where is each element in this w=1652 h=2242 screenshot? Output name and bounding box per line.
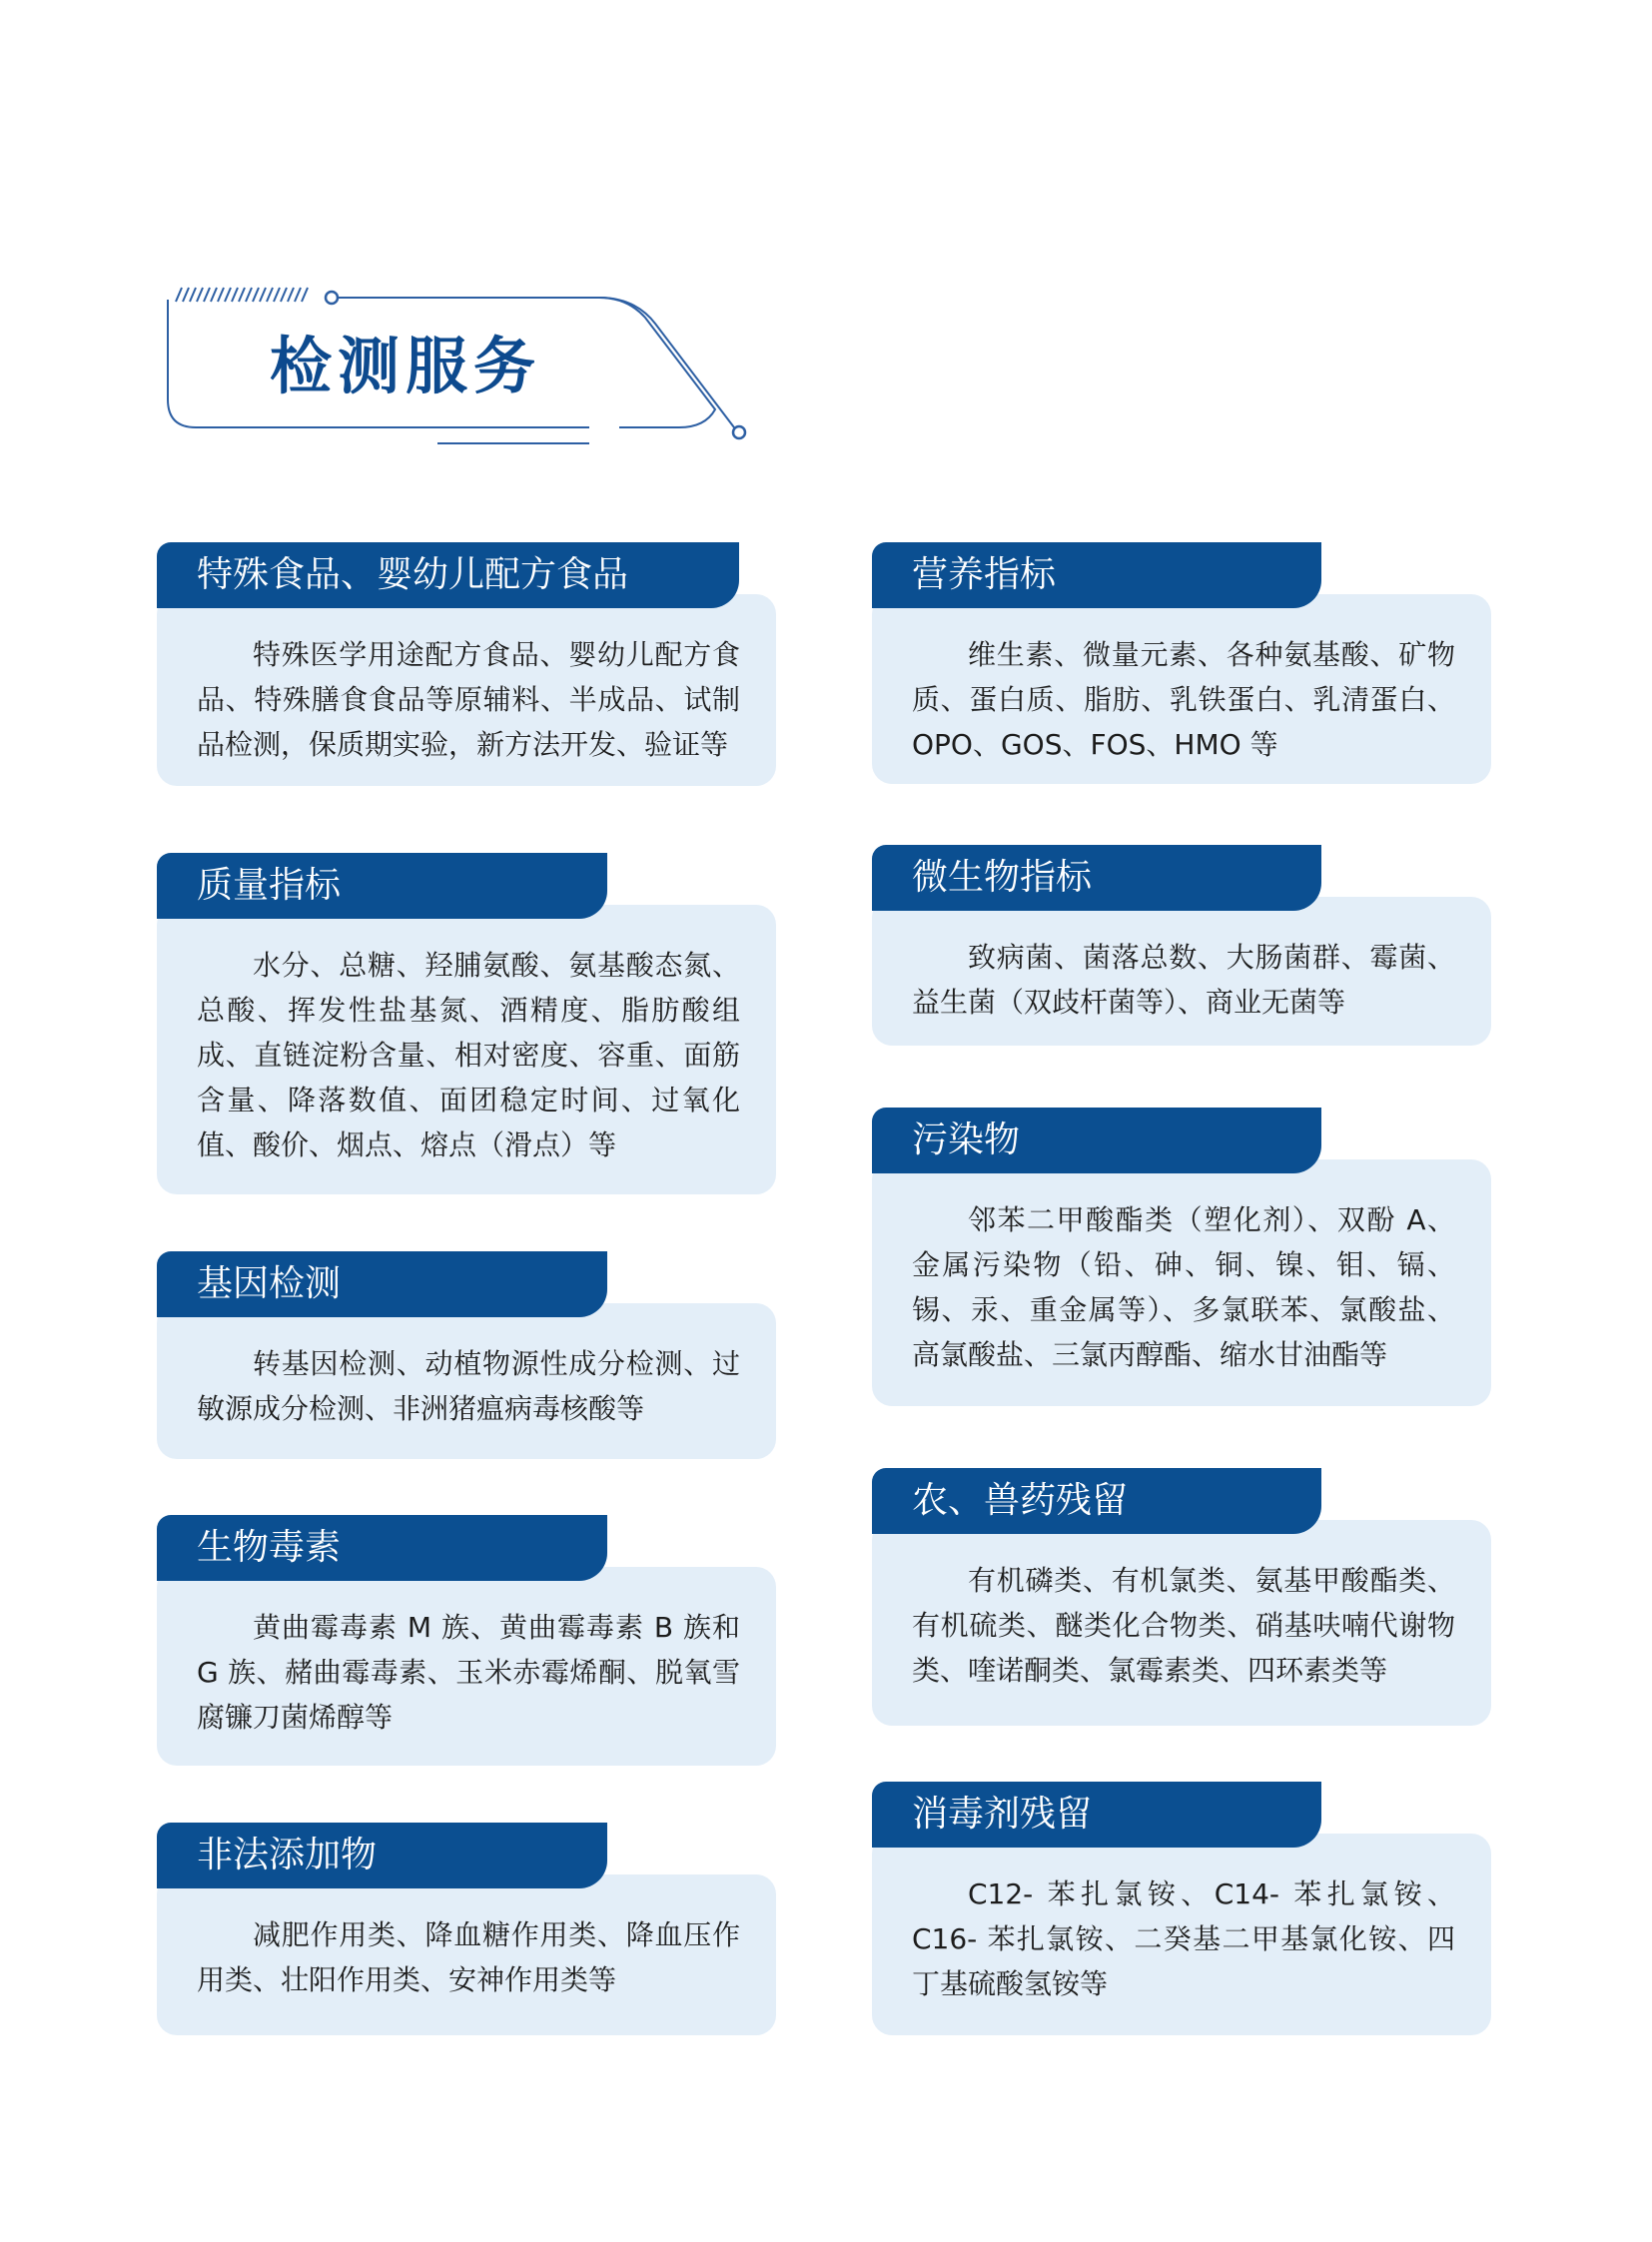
page-title: 检测服务 [270,330,542,402]
card-title: 非法添加物 [157,1823,607,1888]
card-title: 营养指标 [872,542,1321,608]
card-text: 特殊医学用途配方食品、婴幼儿配方食品、特殊膳食食品等原辅料、半成品、试制品检测，保质期实验，新方法开发、验证等 [157,594,776,786]
card-text: 致病菌、菌落总数、大肠菌群、霉菌、益生菌（双歧杆菌等）、商业无菌等 [872,897,1491,1046]
card-title: 农、兽药残留 [872,1468,1321,1534]
service-card-illegal-additives [157,1823,776,2035]
service-card-contaminants [872,1108,1491,1406]
card-text: C12- 苯扎氯铵、C14- 苯扎氯铵、C16- 苯扎氯铵、二癸基二甲基氯化铵、四丁基硫酸氢铵等 [872,1834,1491,2035]
card-text: 邻苯二甲酸酯类（塑化剂）、双酚 A、金属污染物（铅、砷、铜、镍、钼、镉、锡、汞、重金属等）、多氯联苯、氯酸盐、高氯酸盐、三氯丙醇酯、缩水甘油酯等 [872,1159,1491,1406]
dot-right [733,426,745,438]
service-card-biotoxin [157,1515,776,1766]
card-text: 水分、总糖、羟脯氨酸、氨基酸态氮、总酸、挥发性盐基氮、酒精度、脂肪酸组成、直链淀粉含量、相对密度、容重、面筋含量、降落数值、面团稳定时间、过氧化值、酸价、烟点、熔点（滑点）等 [157,905,776,1194]
service-card-quality [157,853,776,1194]
card-title: 污染物 [872,1108,1321,1173]
dot-left [326,292,338,304]
service-card-special-food [157,542,776,786]
service-card-pesticide-residue [872,1468,1491,1726]
card-text: 减肥作用类、降血糖作用类、降血压作用类、壮阳作用类、安神作用类等 [157,1874,776,2035]
card-text: 有机磷类、有机氯类、氨基甲酸酯类、有机硫类、醚类化合物类、硝基呋喃代谢物类、喹诺酮类、氯霉素类、四环素类等 [872,1520,1491,1726]
card-title: 生物毒素 [157,1515,607,1581]
card-text: 黄曲霉毒素 M 族、黄曲霉毒素 B 族和 G 族、赭曲霉毒素、玉米赤霉烯酮、脱氧雪腐镰刀菌烯醇等 [157,1567,776,1766]
card-title: 微生物指标 [872,845,1321,911]
card-title: 特殊食品、婴幼儿配方食品 [157,542,739,608]
hatch-pattern [176,288,308,302]
service-card-nutrition [872,542,1491,784]
service-card-disinfectant-residue [872,1782,1491,2035]
card-text: 维生素、微量元素、各种氨基酸、矿物质、蛋白质、脂肪、乳铁蛋白、乳清蛋白、OPO、GOS、FOS、HMO 等 [872,594,1491,784]
card-title: 消毒剂残留 [872,1782,1321,1848]
card-title: 基因检测 [157,1251,607,1317]
service-card-microbial [872,845,1491,1046]
service-card-gene [157,1251,776,1459]
card-title: 质量指标 [157,853,607,919]
card-text: 转基因检测、动植物源性成分检测、过敏源成分检测、非洲猪瘟病毒核酸等 [157,1303,776,1459]
